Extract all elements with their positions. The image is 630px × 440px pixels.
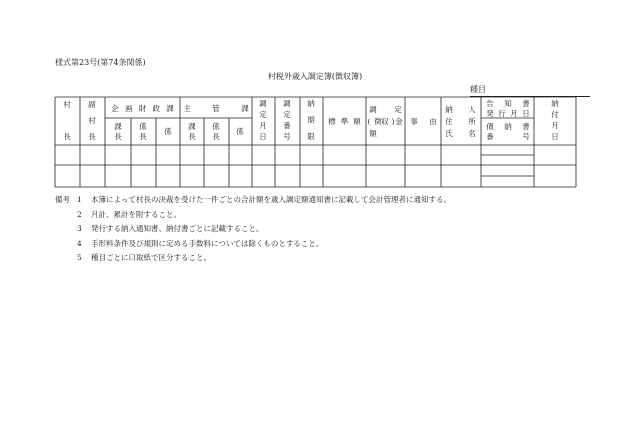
header-assessment-amount: 調	[369, 105, 377, 114]
note-item	[55, 222, 451, 237]
header-staff: 係	[236, 127, 244, 136]
note-item	[55, 193, 451, 208]
header-due-date: 限	[307, 132, 315, 141]
header-notice-issue: 日	[522, 109, 530, 118]
note-number: 3	[77, 224, 82, 233]
header-notice-issue: 行	[498, 109, 506, 118]
category-field: 種目	[470, 84, 590, 97]
header-due-date: 納	[307, 99, 315, 108]
header-payment-date: 納	[551, 99, 559, 108]
header-finance-section: 画	[125, 104, 133, 113]
note-text: 種目ごとに口取紙で区分すること。	[91, 253, 211, 262]
header-notice-issue: 月	[510, 109, 518, 118]
header-subsection-chief: 係	[139, 122, 147, 131]
note-item	[55, 208, 451, 223]
header-payment-date: 付	[551, 110, 559, 119]
header-deputy-mayor: 長	[88, 132, 96, 141]
header-bond-number: 番	[486, 132, 494, 141]
header-mayor: 長	[63, 132, 71, 141]
header-payer-name: 人	[468, 105, 476, 114]
note-text: 発行する納入通知書、納付書ごとに記載すること。	[91, 224, 264, 233]
note-number: 2	[77, 209, 82, 219]
header-finance-section: 課	[166, 104, 174, 113]
header-standard-amount: 額	[353, 117, 361, 126]
form-number: 様式第23号(第74条関係)	[55, 58, 146, 67]
header-payer-name: 氏	[445, 129, 453, 138]
header-assessment-amount: 額	[369, 129, 377, 138]
header-assessment-number: 調	[283, 99, 291, 108]
header-reason: 事	[410, 117, 418, 126]
header-standard-amount: 標	[328, 117, 336, 126]
note-text: 月計、累計を附すること。	[91, 209, 181, 219]
header-assessment-amount: 徴	[374, 117, 382, 126]
header-reason: 由	[429, 117, 437, 126]
notes-section	[55, 193, 451, 266]
header-payer-name: 所	[468, 117, 476, 126]
header-bond-number: 書	[522, 122, 530, 131]
header-notice-issue: 知	[504, 99, 512, 108]
header-subsection-chief: 係	[212, 122, 220, 131]
header-notice-issue: 書	[522, 99, 530, 108]
document-title: 村税外歳入調定簿(徴収簿)	[267, 72, 363, 81]
header-assessment-date: 定	[259, 110, 267, 119]
header-bond-number: 号	[522, 132, 530, 141]
header-section-chief: 課	[114, 122, 122, 131]
header-payment-date: 月	[551, 121, 559, 130]
header-responsible-section: 管	[212, 104, 220, 113]
header-assessment-amount: 定	[394, 105, 402, 114]
header-finance-section: 政	[152, 104, 160, 113]
header-assessment-number: 定	[283, 110, 291, 119]
note-number: 4	[77, 238, 82, 248]
notes-heading: 備考	[55, 195, 70, 204]
header-assessment-date: 日	[259, 132, 267, 141]
note-number: 1	[77, 195, 82, 204]
note-item	[55, 237, 451, 252]
header-assessment-amount: )	[391, 117, 395, 126]
header-payment-date: 日	[551, 132, 559, 141]
note-number: 5	[77, 253, 82, 262]
header-assessment-amount: 収	[381, 117, 389, 126]
header-subsection-chief: 長	[212, 132, 220, 141]
header-bond-number: 債	[486, 122, 494, 131]
header-deputy-mayor: 副	[88, 100, 96, 109]
header-due-date: 期	[307, 115, 315, 125]
header-staff: 係	[164, 127, 172, 136]
header-payer-name: 名	[468, 129, 476, 138]
header-subsection-chief: 長	[139, 132, 147, 141]
header-assessment-amount: 金	[395, 117, 403, 126]
header-section-chief: 課	[188, 122, 196, 131]
header-standard-amount: 準	[340, 117, 349, 126]
header-assessment-number: 号	[283, 132, 291, 141]
header-assessment-date: 月	[259, 121, 267, 130]
header-responsible-section: 主	[183, 104, 191, 113]
header-assessment-number: 番	[283, 121, 291, 130]
note-text: 本簿によって村長の決裁を受けた一件ごとの合計額を歳入調定額通知書に記載して会計管理者に通知する。	[91, 195, 451, 204]
header-responsible-section: 課	[241, 104, 249, 113]
header-bond-number: 納	[504, 122, 512, 131]
note-text: 手形料条件及び規則に定める手数料については除くものとすること。	[91, 238, 324, 248]
header-finance-section: 企	[111, 104, 119, 113]
header-deputy-mayor: 村	[88, 116, 96, 125]
header-mayor: 村	[63, 100, 71, 109]
note-item	[55, 251, 451, 266]
header-payer-name: 住	[445, 117, 453, 126]
table-header-cells	[63, 98, 559, 141]
header-notice-issue: 発	[486, 109, 494, 118]
header-assessment-date: 調	[259, 99, 267, 108]
header-finance-section: 財	[138, 104, 147, 113]
header-notice-issue: 告	[486, 99, 494, 108]
header-payer-name: 納	[445, 105, 453, 114]
header-section-chief: 長	[114, 132, 122, 141]
header-assessment-amount: (	[367, 117, 371, 126]
header-section-chief: 長	[188, 132, 196, 141]
